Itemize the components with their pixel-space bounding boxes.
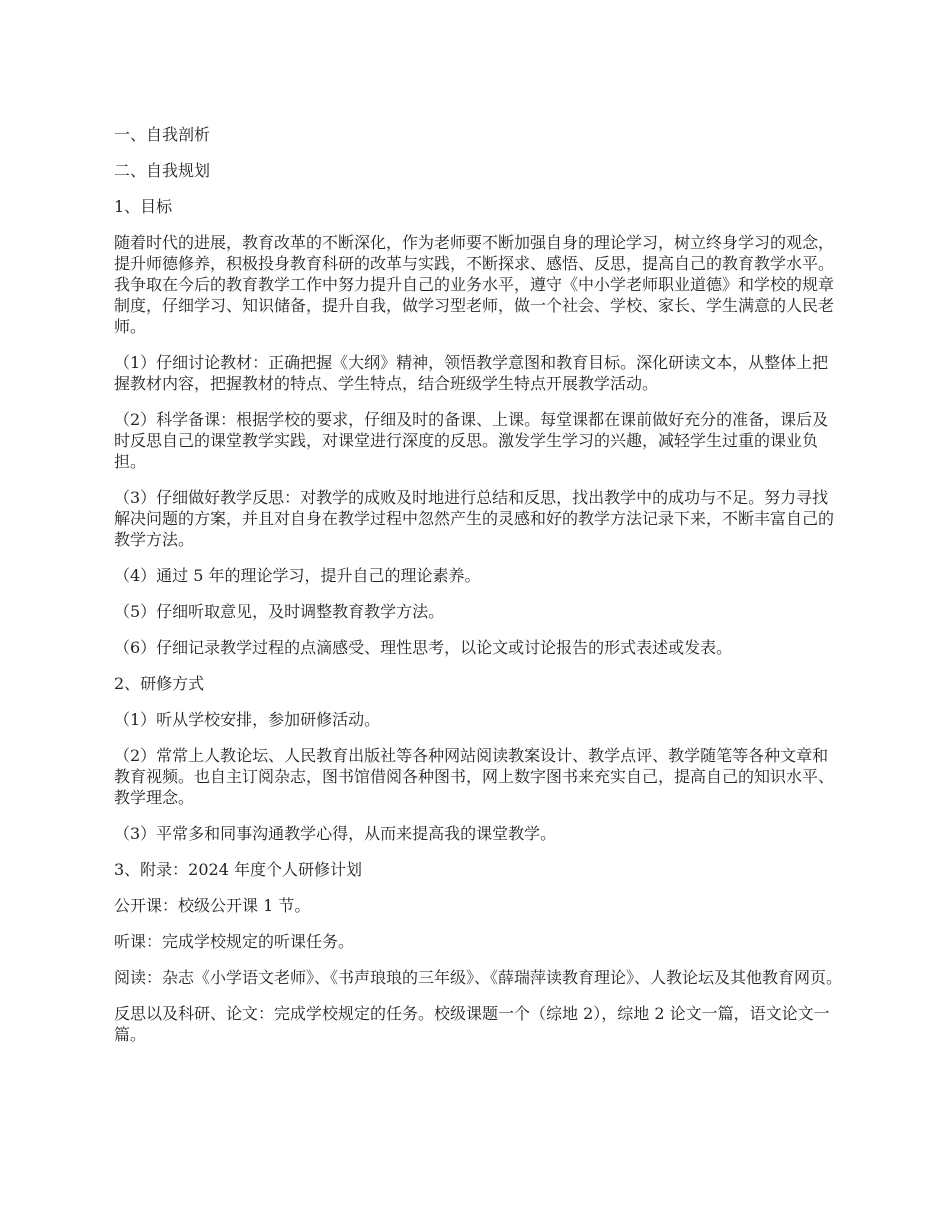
paragraph-method-3: （3）平常多和同事沟通教学心得，从而来提高我的课堂教学。 (114, 824, 557, 843)
paragraph-reading: 阅读：杂志《小学语文老师》、《书声琅琅的三年级》、《薛瑞萍读教育理论》、人教论坛及其他教育网页。 (114, 968, 843, 987)
subheading-goals: 1、目标 (114, 197, 173, 216)
paragraph-goal-4: （4）通过 5 年的理论学习，提升自己的理论素养。 (114, 566, 481, 585)
paragraph-method-2: （2）常常上人教论坛、人民教育出版社等各种网站阅读教案设计、教学点评、教学随笔等各种文章和教育视频。也自主订阅杂志，图书馆借阅各种图书，网上数字图书来充实自己，提高自己的知识水平、教学理念。 (114, 746, 835, 807)
paragraph-goals-intro: 随着时代的进展，教育改革的不断深化，作为老师要不断加强自身的理论学习，树立终身学习的观念，提升师德修养，积极投身教育科研的改革与实践，不断探求、感悟、反思，提高自己的教育教学水平。我争取在今后的教育教学工作中努力提升自己的业务水平，遵守《中小学老师职业道德》和学校的规章制度，仔细学习、知识储备，提升自我，做学习型老师，做一个社会、学校、家长、学生满意的人民老师。 (114, 233, 835, 336)
subheading-study-methods: 2、研修方式 (114, 674, 205, 693)
paragraph-public-class: 公开课：校级公开课 1 节。 (114, 896, 311, 915)
section-heading-self-planning: 二、自我规划 (114, 161, 211, 180)
paragraph-goal-6: （6）仔细记录教学过程的点滴感受、理性思考，以论文或讨论报告的形式表述或发表。 (114, 638, 733, 657)
paragraph-lesson-observation: 听课：完成学校规定的听课任务。 (114, 932, 355, 951)
paragraph-goal-1: （1）仔细讨论教材：正确把握《大纲》精神，领悟教学意图和教育目标。深化研读文本，从整体上把握教材内容，把握教材的特点、学生特点，结合班级学生特点开展教学活动。 (114, 353, 829, 393)
section-heading-self-analysis: 一、自我剖析 (114, 125, 211, 144)
paragraph-goal-2: （2）科学备课：根据学校的要求，仔细及时的备课、上课。每堂课都在课前做好充分的准备，课后及时反思自己的课堂教学实践，对课堂进行深度的反思。激发学生学习的兴趣，减轻学生过重的课业负担。 (114, 410, 829, 471)
subheading-appendix: 3、附录：2024 年度个人研修计划 (114, 860, 362, 879)
paragraph-goal-5: （5）仔细听取意见，及时调整教育教学方法。 (114, 602, 445, 621)
paragraph-reflection-research: 反思以及科研、论文：完成学校规定的任务。校级课题一个（综地 2），综地 2 论文一篇，语文论文一篇。 (114, 1004, 830, 1044)
paragraph-goal-3: （3）仔细做好教学反思：对教学的成败及时地进行总结和反思，找出教学中的成功与不足。努力寻找解决问题的方案，并且对自身在教学过程中忽然产生的灵感和好的教学方法记录下来，不断丰富自己的教学方法。 (114, 488, 835, 549)
document-page (114, 124, 844, 1060)
paragraph-method-1: （1）听从学校安排，参加研修活动。 (114, 710, 381, 729)
